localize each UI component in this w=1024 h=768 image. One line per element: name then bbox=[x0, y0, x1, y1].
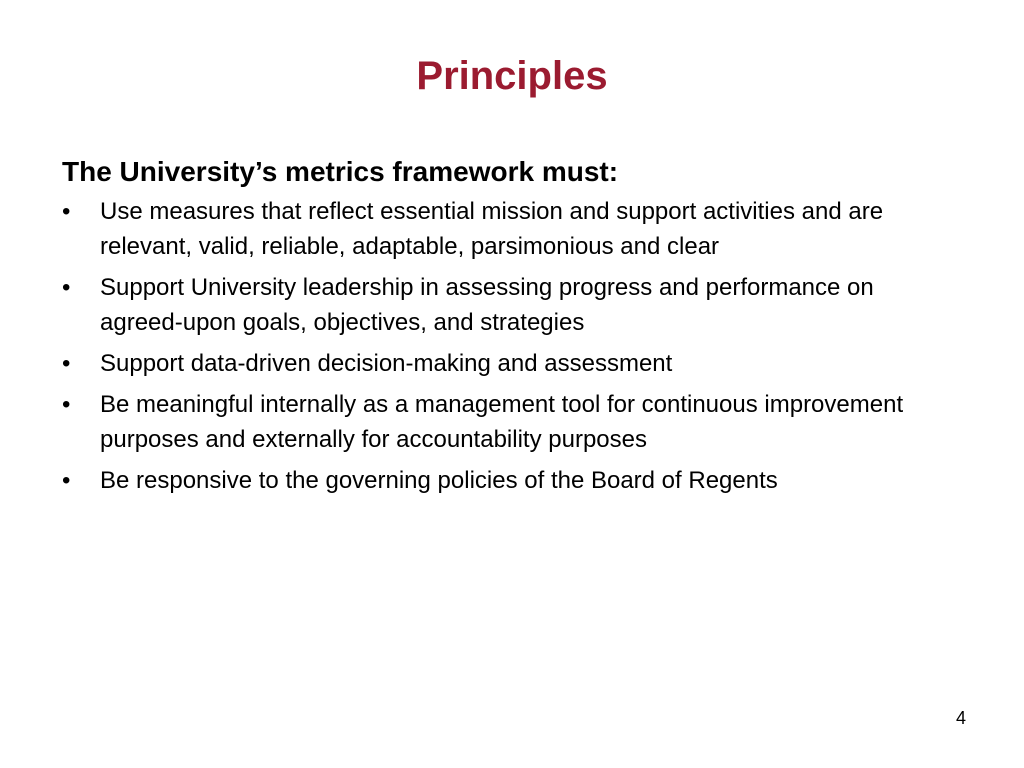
slide-title: Principles bbox=[416, 54, 608, 98]
bullet-text: Support University leadership in assessing progress and performance on agreed-upon goals, objectives, and strategies bbox=[100, 274, 874, 336]
bullet-list bbox=[62, 194, 962, 498]
bullet-item bbox=[62, 270, 962, 340]
bullet-icon: • bbox=[62, 391, 71, 418]
intro-heading: The University’s metrics framework must: bbox=[62, 156, 619, 187]
bullet-text: Support data-driven decision-making and assessment bbox=[100, 350, 673, 377]
bullet-icon: • bbox=[62, 274, 71, 301]
page-number: 4 bbox=[955, 708, 966, 728]
slide-content bbox=[62, 152, 962, 504]
bullet-item bbox=[62, 194, 962, 264]
bullet-item bbox=[62, 463, 962, 498]
bullet-item bbox=[62, 346, 962, 381]
bullet-icon: • bbox=[62, 198, 71, 225]
bullet-icon: • bbox=[62, 350, 71, 377]
bullet-text: Be responsive to the governing policies of the Board of Regents bbox=[100, 467, 778, 494]
bullet-item bbox=[62, 387, 962, 457]
bullet-text: Be meaningful internally as a management tool for continuous improvement purposes and externally for accountability purposes bbox=[100, 391, 904, 453]
bullet-text: Use measures that reflect essential mission and support activities and are relevant, valid, reliable, adaptable, parsimonious and clear bbox=[100, 198, 884, 260]
bullet-icon: • bbox=[62, 467, 71, 494]
